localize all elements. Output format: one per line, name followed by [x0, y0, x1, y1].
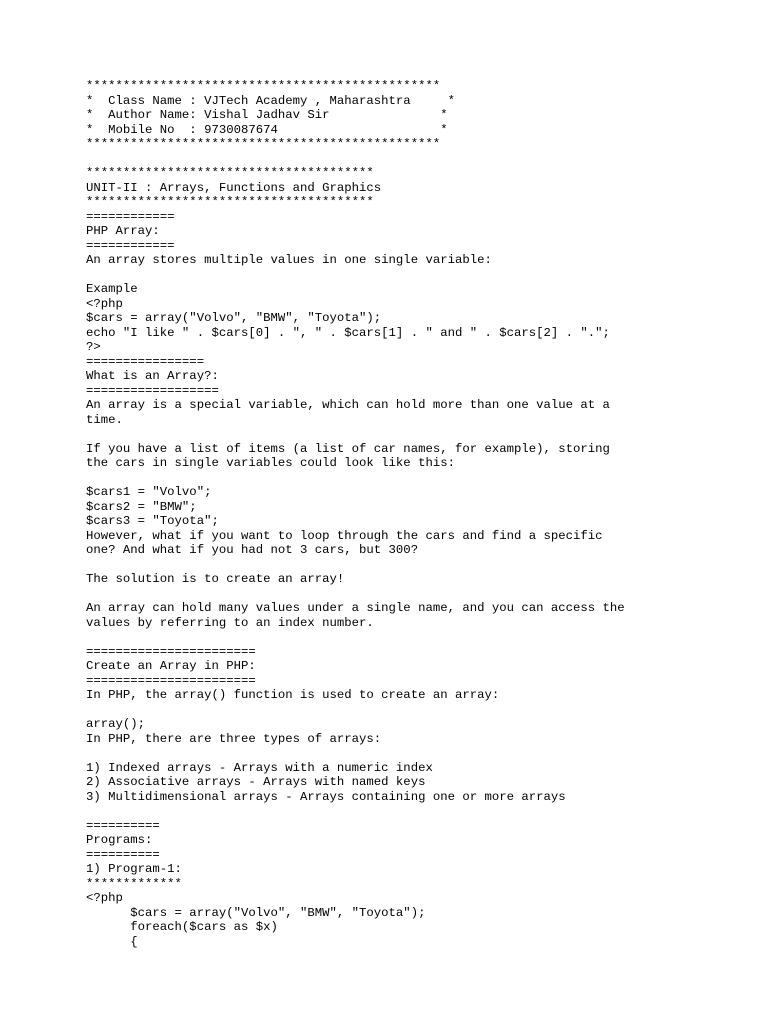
- document-line: [86, 427, 746, 442]
- document-line: array();: [86, 717, 146, 731]
- document-line: [86, 804, 746, 819]
- document-line: ***************************************: [86, 195, 374, 209]
- document-line: =======================: [86, 673, 256, 688]
- document-line: =======================: [86, 644, 256, 659]
- document-line: An array is a special variable, which can hold more than one value at a: [86, 398, 610, 412]
- document-page: [86, 79, 746, 1024]
- document-line: 2) Associative arrays - Arrays with named keys: [86, 775, 426, 789]
- document-line: echo "I like " . $cars[0] . ", " . $cars[1] . " and " . $cars[2] . ".";: [86, 325, 610, 340]
- document-line: Create an Array in PHP:: [86, 659, 256, 673]
- document-line: [86, 268, 746, 283]
- document-line: In PHP, the array() function is used to create an array:: [86, 688, 500, 702]
- document-line: PHP Array:: [86, 224, 160, 238]
- document-line: * Mobile No : 9730087674 *: [86, 122, 448, 137]
- document-line: 1) Indexed arrays - Arrays with a numeric index: [86, 760, 433, 775]
- document-line: [86, 558, 746, 573]
- document-line: An array can hold many values under a single name, and you can access the: [86, 601, 625, 615]
- document-line: ***************************************: [86, 166, 374, 180]
- document-line: ?>: [86, 340, 101, 354]
- document-line: $cars1 = "Volvo";: [86, 485, 212, 499]
- document-line: ============: [86, 209, 175, 224]
- document-line: ************************************************: [86, 79, 441, 93]
- document-line: ==================: [86, 383, 219, 398]
- document-line: [86, 746, 746, 761]
- document-line: [86, 703, 746, 718]
- document-line: * Class Name : VJTech Academy , Maharashtra *: [86, 93, 455, 108]
- document-line: If you have a list of items (a list of car names, for example), storing: [86, 441, 610, 456]
- document-line: one? And what if you had not 3 cars, but 300?: [86, 543, 419, 557]
- document-line: {: [86, 934, 138, 949]
- document-line: [86, 587, 746, 602]
- document-line: values by referring to an index number.: [86, 615, 374, 630]
- document-line: [86, 630, 746, 645]
- document-line: 3) Multidimensional arrays - Arrays containing one or more arrays: [86, 789, 566, 804]
- document-line: [86, 471, 746, 486]
- document-line: the cars in single variables could look like this:: [86, 456, 455, 470]
- document-line: The solution is to create an array!: [86, 572, 345, 586]
- document-line: $cars3 = "Toyota";: [86, 514, 219, 528]
- document-line: An array stores multiple values in one single variable:: [86, 253, 492, 267]
- document-line: What is an Array?:: [86, 369, 219, 383]
- document-line: <?php: [86, 891, 123, 905]
- document-line: time.: [86, 412, 123, 427]
- document-line: $cars2 = "BMW";: [86, 499, 197, 514]
- document-line: ============: [86, 238, 175, 253]
- document-line: $cars = array("Volvo", "BMW", "Toyota");: [86, 905, 426, 920]
- document-line: In PHP, there are three types of arrays:: [86, 731, 382, 746]
- document-line: <?php: [86, 296, 123, 311]
- document-line: * Author Name: Vishal Jadhav Sir *: [86, 108, 448, 122]
- document-line: $cars = array("Volvo", "BMW", "Toyota");: [86, 311, 382, 325]
- document-line: Example: [86, 282, 138, 296]
- document-line: ==========: [86, 847, 160, 862]
- document-line: However, what if you want to loop through the cars and find a specific: [86, 528, 603, 543]
- document-line: ************************************************: [86, 137, 441, 151]
- document-line: foreach($cars as $x): [86, 920, 278, 934]
- document-line: *************: [86, 876, 182, 891]
- document-line: ==========: [86, 818, 160, 833]
- document-line: UNIT-II : Arrays, Functions and Graphics: [86, 180, 382, 195]
- document-line: [86, 152, 746, 167]
- document-line: ================: [86, 354, 205, 369]
- document-line: 1) Program-1:: [86, 862, 182, 876]
- document-line: Programs:: [86, 833, 153, 847]
